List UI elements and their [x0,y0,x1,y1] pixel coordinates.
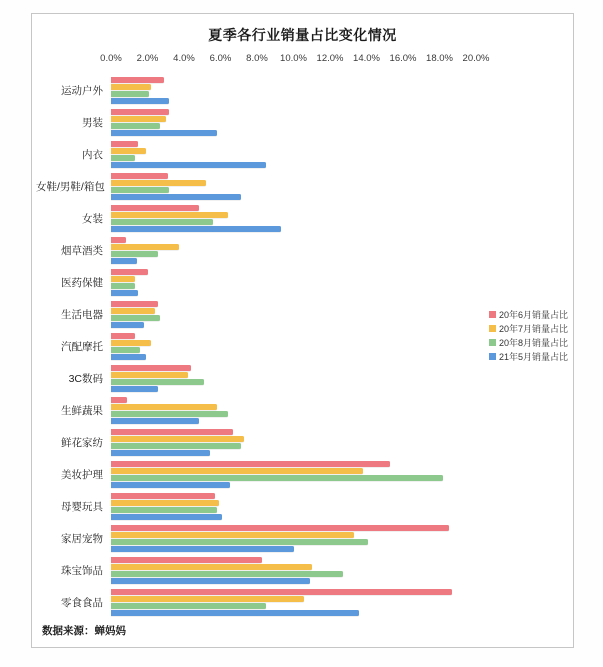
category-label: 汽配摩托 [61,340,103,353]
bar-group [111,493,476,520]
bar [111,155,135,161]
bar [111,162,266,168]
bar [111,116,166,122]
bar [111,219,213,225]
bar [111,258,137,264]
bar [111,610,359,616]
bar [111,404,217,410]
legend-swatch-icon [489,325,496,332]
source-note: 数据来源：蝉妈妈 [42,625,126,637]
bar [111,322,144,328]
bar-group [111,589,476,616]
category-label: 医药保健 [61,276,103,289]
bar [111,482,230,488]
bar-group [111,525,476,552]
legend-item [489,350,568,363]
bar [111,596,304,602]
bar-group [111,301,476,328]
bar [111,468,363,474]
bar [111,276,135,282]
x-axis-tick-label: 18.0% [426,53,453,64]
bar-group [111,109,476,136]
bar-group [111,333,476,360]
category-label: 珠宝饰品 [61,564,103,577]
category-row [36,586,571,618]
x-axis [100,53,490,66]
bar [111,429,233,435]
bar [111,180,206,186]
category-row [36,74,571,106]
category-label: 女装 [82,212,103,225]
bar [111,532,354,538]
legend-swatch-icon [489,339,496,346]
bar [111,130,217,136]
bar [111,251,158,257]
bar [111,397,127,403]
bar [111,340,151,346]
category-label: 生活电器 [61,308,103,321]
bar [111,493,215,499]
bar [111,123,160,129]
x-axis-tick-label: 14.0% [353,53,380,64]
bar [111,315,160,321]
bar [111,436,244,442]
bar-group [111,77,476,104]
bar [111,109,169,115]
category-row [36,138,571,170]
bar [111,450,210,456]
category-label: 家居宠物 [61,532,103,545]
bar [111,226,281,232]
category-label: 鲜花家纺 [61,436,103,449]
bar [111,557,262,563]
category-row [36,490,571,522]
legend-item [489,322,568,335]
bar [111,308,155,314]
bar-group [111,429,476,456]
bar [111,84,151,90]
bar [111,379,204,385]
category-row [36,426,571,458]
category-label: 母婴玩具 [61,500,103,513]
bar [111,212,228,218]
bar [111,475,443,481]
bar [111,187,169,193]
category-row [36,106,571,138]
bar [111,244,179,250]
legend-item [489,336,568,349]
x-axis-tick-label: 0.0% [100,53,122,64]
bar [111,514,222,520]
category-row [36,554,571,586]
bar [111,461,390,467]
legend-label: 20年8月销量占比 [498,338,568,348]
category-label: 生鲜蔬果 [61,404,103,417]
x-axis-tick-label: 2.0% [136,53,159,64]
bar [111,283,135,289]
bar [111,333,135,339]
x-axis-tick-label: 4.0% [173,53,195,64]
bar-group [111,557,476,584]
bar-group [111,461,476,488]
bar-group [111,397,476,424]
category-label: 男装 [82,116,103,129]
chart-card [31,13,574,648]
bar [111,418,199,424]
bar [111,290,138,296]
bar-group [111,237,476,264]
bar [111,571,343,577]
category-row [36,362,571,394]
legend-label: 21年5月销量占比 [498,352,568,362]
bar [111,301,158,307]
category-label: 内衣 [82,148,103,161]
bar-group [111,205,476,232]
bar [111,173,168,179]
bar [111,443,241,449]
legend [489,308,568,363]
bar [111,347,140,353]
category-label: 运动户外 [61,84,103,97]
legend-label: 20年7月销量占比 [498,324,568,334]
bar [111,98,169,104]
category-row [36,202,571,234]
bar [111,564,312,570]
bar [111,77,164,83]
x-axis-tick-label: 16.0% [389,53,417,64]
bar-group [111,365,476,392]
category-row [36,522,571,554]
bar [111,589,452,595]
x-axis-tick-label: 6.0% [209,53,232,64]
category-label: 美妆护理 [61,468,103,481]
category-row [36,234,571,266]
bar-group [111,269,476,296]
legend-item [489,308,568,321]
bar [111,365,191,371]
legend-label: 20年6月销量占比 [498,310,568,320]
bar [111,141,138,147]
category-row [36,394,571,426]
bar [111,91,149,97]
category-label: 3C数码 [68,372,103,385]
x-axis-tick-label: 10.0% [280,53,307,64]
bar [111,354,146,360]
category-row [36,170,571,202]
bar [111,603,266,609]
bar-group [111,173,476,200]
bar [111,546,294,552]
x-axis-tick-label: 8.0% [246,53,268,64]
legend-swatch-icon [489,311,496,318]
x-axis-tick-label: 20.0% [462,53,490,64]
bar [111,372,188,378]
category-label: 烟草酒类 [61,244,103,257]
bar-group [111,141,476,168]
legend-swatch-icon [489,353,496,360]
bar [111,525,449,531]
category-label: 零食食品 [61,596,103,609]
bar [111,578,310,584]
bar [111,269,148,275]
category-row [36,266,571,298]
category-label: 女鞋/男鞋/箱包 [36,180,105,193]
bar [111,507,217,513]
bar [111,539,368,545]
bar [111,194,241,200]
bar [111,411,228,417]
chart-title: 夏季各行业销量占比变化情况 [208,27,397,43]
bar [111,386,158,392]
bar [111,205,199,211]
bar [111,237,126,243]
bar [111,500,219,506]
x-axis-tick-label: 12.0% [316,53,344,64]
bar [111,148,146,154]
category-row [36,458,571,490]
